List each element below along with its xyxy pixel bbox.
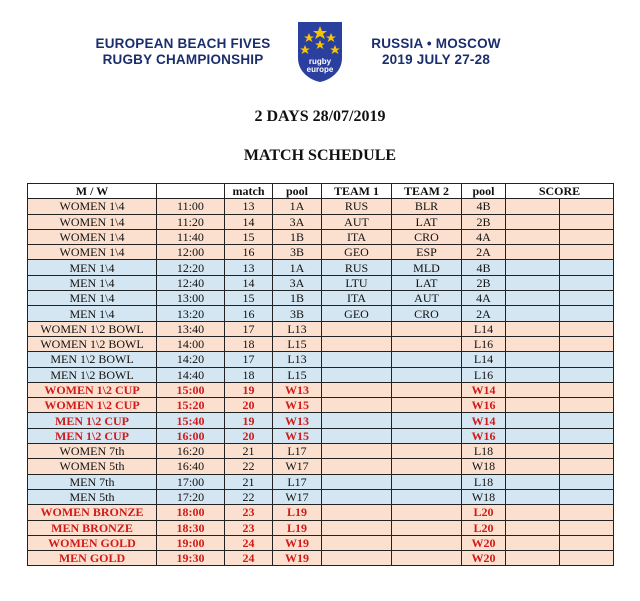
cell-match: 18 bbox=[225, 336, 273, 351]
cell-pool: W19 bbox=[273, 535, 322, 550]
cell-mw: MEN 1\2 CUP bbox=[28, 413, 157, 428]
table-row bbox=[28, 551, 614, 566]
cell-pool2: 2B bbox=[462, 214, 506, 229]
cell-time: 13:00 bbox=[157, 291, 225, 306]
cell-pool: L15 bbox=[273, 367, 322, 382]
cell-time: 14:00 bbox=[157, 336, 225, 351]
cell-match: 21 bbox=[225, 474, 273, 489]
cell-score bbox=[560, 367, 614, 382]
table-row bbox=[28, 459, 614, 474]
cell-pool: L19 bbox=[273, 505, 322, 520]
cell-time: 15:20 bbox=[157, 398, 225, 413]
logo-line2: europe bbox=[306, 65, 334, 74]
table-row bbox=[28, 382, 614, 397]
cell-team1: RUS bbox=[322, 260, 392, 275]
cell-team2: CRO bbox=[392, 306, 462, 321]
cell-match: 17 bbox=[225, 352, 273, 367]
cell-mw: WOMEN 1\2 CUP bbox=[28, 382, 157, 397]
cell-mw: WOMEN 1\2 BOWL bbox=[28, 321, 157, 336]
cell-mw: WOMEN 7th bbox=[28, 444, 157, 459]
cell-team2: ESP bbox=[392, 245, 462, 260]
cell-time: 15:40 bbox=[157, 413, 225, 428]
cell-mw: MEN 1\4 bbox=[28, 291, 157, 306]
table-row bbox=[28, 520, 614, 535]
cell-team2: LAT bbox=[392, 275, 462, 290]
cell-match: 20 bbox=[225, 398, 273, 413]
table-row bbox=[28, 321, 614, 336]
table-row bbox=[28, 535, 614, 550]
cell-pool2: 4A bbox=[462, 291, 506, 306]
cell-score bbox=[506, 229, 560, 244]
cell-score bbox=[506, 352, 560, 367]
cell-mw: MEN 1\4 bbox=[28, 260, 157, 275]
cell-team2 bbox=[392, 413, 462, 428]
table-row bbox=[28, 474, 614, 489]
table-row bbox=[28, 505, 614, 520]
cell-mw: MEN 1\4 bbox=[28, 306, 157, 321]
cell-team2 bbox=[392, 520, 462, 535]
cell-team2 bbox=[392, 352, 462, 367]
cell-score bbox=[506, 306, 560, 321]
cell-pool2: L16 bbox=[462, 336, 506, 351]
cell-team2 bbox=[392, 336, 462, 351]
cell-pool2: L18 bbox=[462, 444, 506, 459]
cell-mw: MEN 1\4 bbox=[28, 275, 157, 290]
cell-time: 12:20 bbox=[157, 260, 225, 275]
cell-pool: 3A bbox=[273, 275, 322, 290]
cell-score bbox=[506, 459, 560, 474]
header-pool: pool bbox=[273, 184, 322, 199]
event-dates: 2019 JULY 27-28 bbox=[381, 52, 491, 67]
cell-mw: WOMEN 5th bbox=[28, 459, 157, 474]
cell-pool2: 4B bbox=[462, 199, 506, 214]
cell-team1: ITA bbox=[322, 291, 392, 306]
cell-team1: LTU bbox=[322, 275, 392, 290]
table-row bbox=[28, 352, 614, 367]
table-row bbox=[28, 336, 614, 351]
table-row bbox=[28, 489, 614, 504]
cell-score bbox=[506, 505, 560, 520]
cell-time: 14:40 bbox=[157, 367, 225, 382]
cell-mw: MEN 5th bbox=[28, 489, 157, 504]
table-row bbox=[28, 291, 614, 306]
cell-score bbox=[506, 199, 560, 214]
cell-pool: W17 bbox=[273, 489, 322, 504]
cell-pool2: W18 bbox=[462, 489, 506, 504]
cell-score bbox=[560, 382, 614, 397]
header-match: match bbox=[225, 184, 273, 199]
cell-mw: MEN 1\2 BOWL bbox=[28, 352, 157, 367]
cell-team1: RUS bbox=[322, 199, 392, 214]
cell-time: 16:40 bbox=[157, 459, 225, 474]
cell-score bbox=[506, 214, 560, 229]
cell-team2 bbox=[392, 489, 462, 504]
cell-pool2: 4B bbox=[462, 260, 506, 275]
cell-score bbox=[560, 352, 614, 367]
cell-pool: W13 bbox=[273, 382, 322, 397]
cell-pool2: W14 bbox=[462, 382, 506, 397]
cell-pool2: L18 bbox=[462, 474, 506, 489]
cell-team2 bbox=[392, 505, 462, 520]
table-row bbox=[28, 260, 614, 275]
cell-score bbox=[560, 321, 614, 336]
cell-team2 bbox=[392, 321, 462, 336]
cell-match: 14 bbox=[225, 214, 273, 229]
cell-team2 bbox=[392, 428, 462, 443]
schedule-rows bbox=[28, 199, 614, 566]
cell-score bbox=[506, 398, 560, 413]
header-mw: M / W bbox=[28, 184, 157, 199]
event-header bbox=[0, 14, 640, 84]
cell-team2 bbox=[392, 444, 462, 459]
cell-team1: GEO bbox=[322, 245, 392, 260]
cell-time: 16:00 bbox=[157, 428, 225, 443]
cell-score bbox=[506, 245, 560, 260]
table-row bbox=[28, 306, 614, 321]
cell-pool2: L16 bbox=[462, 367, 506, 382]
header-time bbox=[157, 184, 225, 199]
table-header-row bbox=[28, 184, 614, 199]
cell-pool: 3B bbox=[273, 306, 322, 321]
cell-match: 23 bbox=[225, 520, 273, 535]
cell-score bbox=[560, 245, 614, 260]
cell-pool: 3A bbox=[273, 214, 322, 229]
cell-mw: MEN 1\2 BOWL bbox=[28, 367, 157, 382]
cell-pool2: L20 bbox=[462, 505, 506, 520]
cell-team1 bbox=[322, 551, 392, 566]
cell-team1: GEO bbox=[322, 306, 392, 321]
cell-score bbox=[506, 551, 560, 566]
cell-pool2: 4A bbox=[462, 229, 506, 244]
event-location bbox=[356, 36, 516, 68]
cell-team1 bbox=[322, 459, 392, 474]
cell-score bbox=[560, 413, 614, 428]
logo-line1: rugby bbox=[308, 57, 332, 66]
cell-pool: 1A bbox=[273, 260, 322, 275]
cell-match: 24 bbox=[225, 551, 273, 566]
cell-pool: W15 bbox=[273, 398, 322, 413]
cell-time: 11:40 bbox=[157, 229, 225, 244]
cell-time: 17:20 bbox=[157, 489, 225, 504]
cell-team2 bbox=[392, 382, 462, 397]
cell-time: 13:20 bbox=[157, 306, 225, 321]
cell-match: 18 bbox=[225, 367, 273, 382]
cell-match: 23 bbox=[225, 505, 273, 520]
cell-match: 17 bbox=[225, 321, 273, 336]
cell-score bbox=[560, 535, 614, 550]
header-team2: TEAM 2 bbox=[392, 184, 462, 199]
cell-team1 bbox=[322, 474, 392, 489]
table-row bbox=[28, 367, 614, 382]
cell-score bbox=[506, 535, 560, 550]
cell-pool2: W20 bbox=[462, 535, 506, 550]
cell-team1 bbox=[322, 428, 392, 443]
cell-time: 14:20 bbox=[157, 352, 225, 367]
cell-match: 19 bbox=[225, 413, 273, 428]
cell-score bbox=[560, 520, 614, 535]
cell-time: 19:00 bbox=[157, 535, 225, 550]
cell-mw: WOMEN 1\4 bbox=[28, 199, 157, 214]
cell-team1 bbox=[322, 382, 392, 397]
cell-score bbox=[506, 291, 560, 306]
cell-team1 bbox=[322, 413, 392, 428]
table-row bbox=[28, 229, 614, 244]
cell-pool: W15 bbox=[273, 428, 322, 443]
cell-mw: MEN GOLD bbox=[28, 551, 157, 566]
header-team1: TEAM 1 bbox=[322, 184, 392, 199]
schedule-title: MATCH SCHEDULE bbox=[243, 147, 397, 164]
cell-team2: LAT bbox=[392, 214, 462, 229]
cell-time: 15:00 bbox=[157, 382, 225, 397]
event-name-line2: RUGBY CHAMPIONSHIP bbox=[102, 52, 264, 67]
cell-pool: L15 bbox=[273, 336, 322, 351]
cell-team2: AUT bbox=[392, 291, 462, 306]
cell-pool2: L14 bbox=[462, 352, 506, 367]
table-row bbox=[28, 214, 614, 229]
event-name bbox=[88, 36, 278, 68]
cell-score bbox=[506, 275, 560, 290]
table-row bbox=[28, 199, 614, 214]
cell-time: 11:00 bbox=[157, 199, 225, 214]
event-location-line1: RUSSIA • MOSCOW bbox=[371, 36, 501, 51]
cell-time: 12:40 bbox=[157, 275, 225, 290]
cell-team2 bbox=[392, 474, 462, 489]
cell-match: 16 bbox=[225, 245, 273, 260]
cell-mw: WOMEN 1\4 bbox=[28, 245, 157, 260]
cell-mw: WOMEN BRONZE bbox=[28, 505, 157, 520]
header-score: SCORE bbox=[506, 184, 614, 199]
cell-mw: MEN 7th bbox=[28, 474, 157, 489]
cell-time: 18:00 bbox=[157, 505, 225, 520]
cell-score bbox=[560, 505, 614, 520]
cell-pool2: 2B bbox=[462, 275, 506, 290]
rugby-europe-logo bbox=[292, 18, 348, 84]
cell-team1 bbox=[322, 505, 392, 520]
cell-score bbox=[560, 551, 614, 566]
cell-score bbox=[560, 336, 614, 351]
cell-team2 bbox=[392, 459, 462, 474]
cell-pool2: 2A bbox=[462, 306, 506, 321]
cell-pool: 1A bbox=[273, 199, 322, 214]
cell-team1 bbox=[322, 352, 392, 367]
cell-time: 17:00 bbox=[157, 474, 225, 489]
cell-pool2: W18 bbox=[462, 459, 506, 474]
event-name-line1: EUROPEAN BEACH FIVES bbox=[95, 36, 271, 51]
cell-team1 bbox=[322, 520, 392, 535]
cell-score bbox=[560, 398, 614, 413]
cell-team1 bbox=[322, 444, 392, 459]
cell-score bbox=[506, 382, 560, 397]
cell-pool2: 2A bbox=[462, 245, 506, 260]
cell-mw: MEN BRONZE bbox=[28, 520, 157, 535]
cell-team2 bbox=[392, 398, 462, 413]
cell-time: 16:20 bbox=[157, 444, 225, 459]
cell-match: 13 bbox=[225, 199, 273, 214]
cell-time: 18:30 bbox=[157, 520, 225, 535]
cell-pool: L13 bbox=[273, 352, 322, 367]
cell-team2 bbox=[392, 535, 462, 550]
cell-team2: CRO bbox=[392, 229, 462, 244]
schedule-date-title: 2 DAYS 28/07/2019 bbox=[254, 108, 386, 125]
cell-team1 bbox=[322, 535, 392, 550]
cell-match: 15 bbox=[225, 229, 273, 244]
table-row bbox=[28, 428, 614, 443]
cell-score bbox=[560, 291, 614, 306]
cell-team1 bbox=[322, 398, 392, 413]
cell-pool: W17 bbox=[273, 459, 322, 474]
cell-pool: 1B bbox=[273, 229, 322, 244]
cell-time: 19:30 bbox=[157, 551, 225, 566]
cell-mw: MEN 1\2 CUP bbox=[28, 428, 157, 443]
cell-team1 bbox=[322, 367, 392, 382]
cell-score bbox=[560, 459, 614, 474]
cell-team1: ITA bbox=[322, 229, 392, 244]
cell-pool2: W16 bbox=[462, 398, 506, 413]
cell-team1: AUT bbox=[322, 214, 392, 229]
cell-mw: WOMEN 1\4 bbox=[28, 214, 157, 229]
table-row bbox=[28, 245, 614, 260]
cell-score bbox=[560, 306, 614, 321]
table-row bbox=[28, 398, 614, 413]
cell-match: 24 bbox=[225, 535, 273, 550]
cell-pool: L17 bbox=[273, 444, 322, 459]
cell-pool: L17 bbox=[273, 474, 322, 489]
cell-pool: L19 bbox=[273, 520, 322, 535]
cell-score bbox=[506, 489, 560, 504]
cell-pool2: L20 bbox=[462, 520, 506, 535]
cell-mw: WOMEN 1\2 BOWL bbox=[28, 336, 157, 351]
cell-pool: 1B bbox=[273, 291, 322, 306]
cell-pool2: W20 bbox=[462, 551, 506, 566]
cell-score bbox=[560, 428, 614, 443]
cell-match: 13 bbox=[225, 260, 273, 275]
cell-score bbox=[506, 321, 560, 336]
cell-match: 16 bbox=[225, 306, 273, 321]
cell-team1 bbox=[322, 336, 392, 351]
cell-score bbox=[560, 489, 614, 504]
cell-score bbox=[506, 520, 560, 535]
cell-match: 22 bbox=[225, 459, 273, 474]
cell-pool2: W16 bbox=[462, 428, 506, 443]
cell-score bbox=[506, 474, 560, 489]
rugby-europe-shield-icon bbox=[292, 18, 348, 84]
cell-pool: 3B bbox=[273, 245, 322, 260]
cell-time: 12:00 bbox=[157, 245, 225, 260]
cell-match: 21 bbox=[225, 444, 273, 459]
cell-score bbox=[560, 229, 614, 244]
cell-match: 20 bbox=[225, 428, 273, 443]
cell-time: 11:20 bbox=[157, 214, 225, 229]
header-pool2: pool bbox=[462, 184, 506, 199]
cell-score bbox=[506, 336, 560, 351]
cell-score bbox=[506, 444, 560, 459]
cell-mw: WOMEN 1\2 CUP bbox=[28, 398, 157, 413]
cell-score bbox=[560, 214, 614, 229]
cell-team1 bbox=[322, 321, 392, 336]
table-row bbox=[28, 275, 614, 290]
cell-pool2: L14 bbox=[462, 321, 506, 336]
cell-score bbox=[560, 444, 614, 459]
table-row bbox=[28, 444, 614, 459]
cell-team2: MLD bbox=[392, 260, 462, 275]
cell-mw: WOMEN 1\4 bbox=[28, 229, 157, 244]
cell-score bbox=[560, 260, 614, 275]
cell-team2: BLR bbox=[392, 199, 462, 214]
cell-score bbox=[506, 260, 560, 275]
cell-pool: L13 bbox=[273, 321, 322, 336]
cell-team1 bbox=[322, 489, 392, 504]
cell-score bbox=[506, 367, 560, 382]
cell-score bbox=[560, 474, 614, 489]
cell-pool: W13 bbox=[273, 413, 322, 428]
cell-team2 bbox=[392, 367, 462, 382]
cell-mw: WOMEN GOLD bbox=[28, 535, 157, 550]
cell-match: 14 bbox=[225, 275, 273, 290]
cell-pool2: W14 bbox=[462, 413, 506, 428]
table-row bbox=[28, 413, 614, 428]
cell-match: 15 bbox=[225, 291, 273, 306]
cell-score bbox=[560, 275, 614, 290]
cell-score bbox=[506, 428, 560, 443]
cell-time: 13:40 bbox=[157, 321, 225, 336]
cell-pool: W19 bbox=[273, 551, 322, 566]
cell-match: 19 bbox=[225, 382, 273, 397]
match-schedule-table bbox=[27, 183, 614, 566]
cell-team2 bbox=[392, 551, 462, 566]
cell-score bbox=[560, 199, 614, 214]
cell-match: 22 bbox=[225, 489, 273, 504]
cell-score bbox=[506, 413, 560, 428]
